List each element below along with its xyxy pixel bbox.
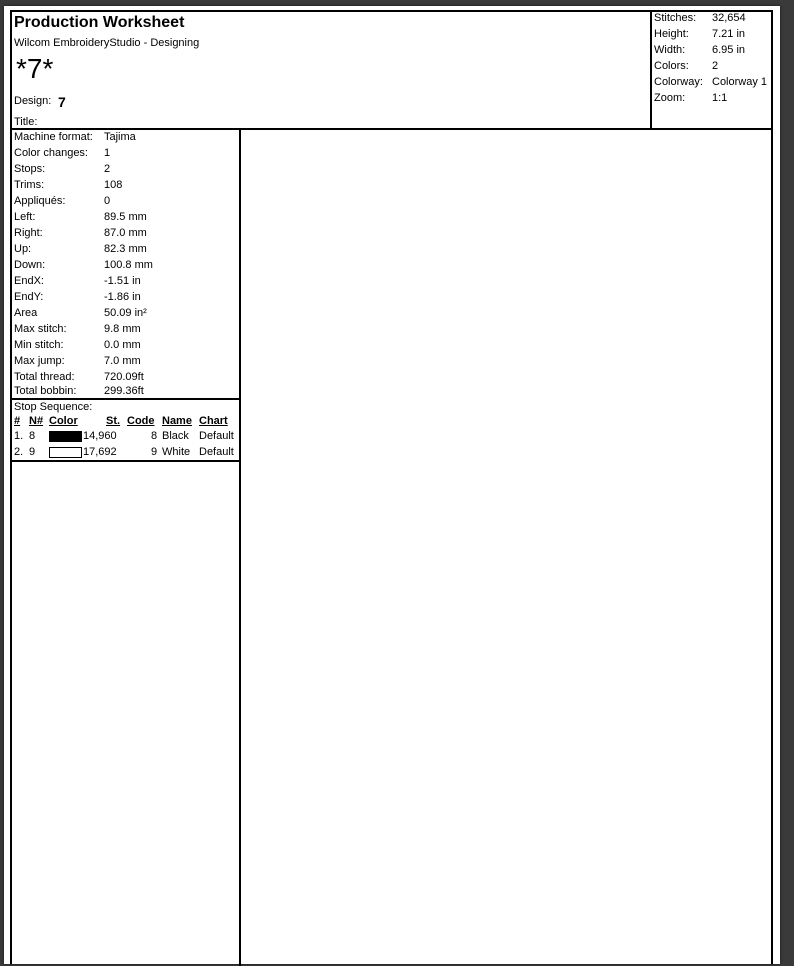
stat-value: 0: [104, 195, 111, 207]
stat-value: 0.0 mm: [104, 339, 141, 351]
stat-label: Machine format:: [14, 131, 93, 143]
stat-label: Color changes:: [14, 147, 88, 159]
stat-label: Appliqués:: [14, 195, 66, 207]
col-header-chart: Chart: [199, 415, 228, 427]
stat-label: Max jump:: [14, 355, 65, 367]
stat-label: Right:: [14, 227, 43, 239]
stat-value: 720.09ft: [104, 371, 144, 383]
worksheet-title: Production Worksheet: [14, 14, 185, 31]
stat-label: Max stitch:: [14, 323, 67, 335]
col-header-code: Code: [127, 415, 155, 427]
stop-row-stitches: 14,960: [83, 430, 117, 442]
color-swatch: [49, 431, 82, 442]
stop-row-num: 1.: [14, 430, 24, 442]
stat-label: Min stitch:: [14, 339, 64, 351]
stat-label: EndX:: [14, 275, 44, 287]
summary-value: 32,654: [712, 12, 746, 24]
design-label: Design:: [14, 95, 52, 107]
stat-label: EndY:: [14, 291, 44, 303]
header-info: [12, 12, 650, 128]
stop-sequence-table: [12, 400, 239, 462]
summary-label: Height:: [654, 28, 689, 40]
stop-row-stitches: 17,692: [83, 446, 117, 458]
details-column: [12, 130, 241, 966]
stat-label: Left:: [14, 211, 36, 223]
summary-value: 6.95 in: [712, 44, 746, 56]
design-value: 7: [58, 94, 66, 110]
stat-value: 50.09 in²: [104, 307, 147, 319]
summary-label: Colors:: [654, 60, 689, 72]
summary-label: Zoom:: [654, 92, 686, 104]
stat-value: Tajima: [104, 131, 136, 143]
summary-panel: [650, 12, 771, 128]
stat-label: Stops:: [14, 163, 46, 175]
stat-value: 1: [104, 147, 111, 159]
stop-row-name: Black: [162, 430, 189, 442]
worksheet-frame: [10, 10, 773, 964]
document-page: [4, 6, 780, 964]
stat-value: 100.8 mm: [104, 259, 153, 271]
stat-label: Total thread:: [14, 371, 75, 383]
summary-label: Stitches:: [654, 12, 697, 24]
stop-row-code: 9: [151, 446, 158, 458]
col-header-num: #: [14, 415, 21, 427]
stat-value: 7.0 mm: [104, 355, 141, 367]
col-header-name: Name: [162, 415, 192, 427]
stop-row-needle: 8: [29, 430, 36, 442]
title-label: Title:: [14, 116, 38, 128]
stop-row-chart: Default: [199, 430, 234, 442]
summary-value: 1:1: [712, 92, 728, 104]
stat-value: 89.5 mm: [104, 211, 147, 223]
summary-label: Width:: [654, 44, 686, 56]
design-statistics: [12, 130, 239, 400]
stat-value: 299.36ft: [104, 385, 144, 397]
stat-value: 87.0 mm: [104, 227, 147, 239]
stat-label: Up:: [14, 243, 32, 255]
col-header-stitches: St.: [106, 415, 121, 427]
stat-value: 108: [104, 179, 123, 191]
stop-row-chart: Default: [199, 446, 234, 458]
stat-label: Trims:: [14, 179, 45, 191]
design-big-number: *7*: [16, 53, 54, 84]
col-header-color: Color: [49, 415, 78, 427]
design-preview-area: [241, 130, 771, 966]
stat-label: Down:: [14, 259, 46, 271]
stat-value: -1.86 in: [104, 291, 141, 303]
stat-label: Area: [14, 307, 38, 319]
summary-value: 7.21 in: [712, 28, 746, 40]
software-subtitle: Wilcom EmbroideryStudio - Designing: [14, 37, 200, 49]
stop-row-num: 2.: [14, 446, 24, 458]
stop-row-needle: 9: [29, 446, 36, 458]
stat-value: 9.8 mm: [104, 323, 141, 335]
summary-value: 2: [712, 60, 719, 72]
stop-row-code: 8: [151, 430, 158, 442]
worksheet-header: [12, 12, 771, 130]
stat-value: 82.3 mm: [104, 243, 147, 255]
color-swatch: [49, 447, 82, 458]
stat-label: Total bobbin:: [14, 385, 77, 397]
stat-value: -1.51 in: [104, 275, 141, 287]
stat-value: 2: [104, 163, 111, 175]
stop-sequence-title: Stop Sequence:: [14, 401, 93, 413]
summary-label: Colorway:: [654, 76, 703, 88]
stop-row-name: White: [162, 446, 191, 458]
col-header-needle: N#: [29, 415, 44, 427]
summary-value: Colorway 1: [712, 76, 768, 88]
